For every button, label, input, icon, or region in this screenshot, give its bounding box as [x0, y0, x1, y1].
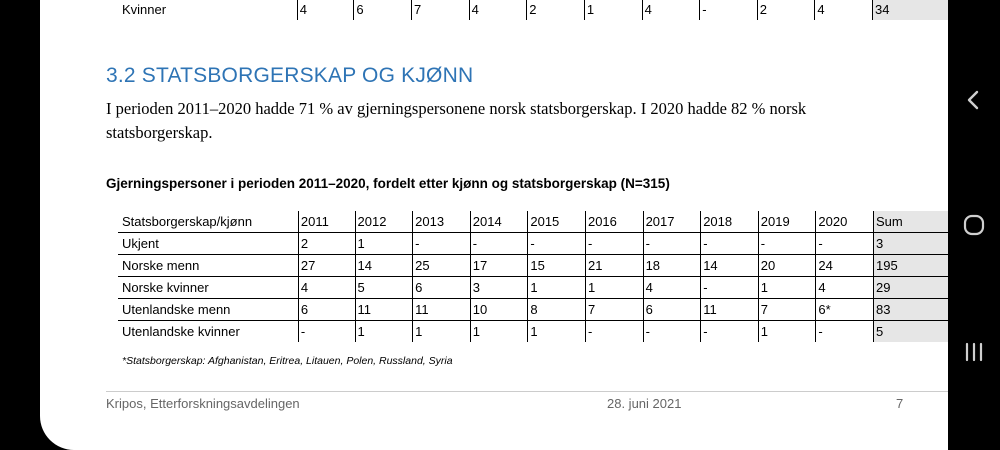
document-page[interactable]: [40, 0, 948, 450]
table-cell: 8: [528, 299, 586, 321]
sum-cell: 3: [874, 233, 948, 255]
table-cell: 6: [298, 299, 355, 321]
table-cell: 5: [355, 277, 413, 299]
row-label-cell: Utenlandske kvinner: [118, 321, 298, 343]
recent-apps-icon: [963, 341, 985, 363]
table-cell: 1: [413, 321, 471, 343]
section-paragraph: I perioden 2011–2020 hadde 71 % av gjerningspersonene norsk statsborgerskap. I 2020 hadde 82 % norsk statsborgerskap.: [106, 99, 807, 142]
table-cell: -: [585, 233, 643, 255]
table-cell: -: [643, 233, 701, 255]
table-cell: 10: [470, 299, 528, 321]
android-nav-bar: [948, 0, 1000, 450]
sum-cell: 195: [874, 255, 948, 277]
home-icon: [962, 213, 986, 237]
table-cell: 17: [470, 255, 528, 277]
table-cell: 11: [701, 299, 759, 321]
row-label-cell: Norske kvinner: [118, 277, 298, 299]
sum-cell: 34: [873, 0, 948, 20]
section-title: STATSBORGERSKAP OG KJØNN: [141, 64, 474, 87]
table-cell: 4: [816, 277, 874, 299]
top-table-fragment: [118, 0, 948, 20]
table-cell: -: [816, 233, 874, 255]
table-cell: 1: [528, 277, 586, 299]
table-cell: 24: [816, 255, 874, 277]
table-cell: 4: [298, 277, 355, 299]
header-cell: 2020: [816, 211, 874, 233]
table-cell: 6: [643, 299, 701, 321]
table-cell: 1: [584, 0, 642, 20]
table-row: [118, 255, 948, 277]
table-footnote: *Statsborgerskap: Afghanistan, Eritrea, Litauen, Polen, Russland, Syria: [122, 355, 453, 367]
table-cell: 7: [412, 0, 470, 20]
table-row: [118, 277, 948, 299]
header-cell: 2018: [701, 211, 759, 233]
recent-apps-button[interactable]: [948, 332, 1000, 372]
table-cell: 4: [643, 277, 701, 299]
table-cell: 27: [298, 255, 355, 277]
data-table: [118, 211, 948, 342]
table-cell: 3: [470, 277, 528, 299]
table-row: [118, 0, 948, 20]
table-cell: 1: [470, 321, 528, 343]
header-cell: 2016: [585, 211, 643, 233]
header-cell: 2014: [470, 211, 528, 233]
table-cell: 1: [585, 277, 643, 299]
header-cell: 2015: [528, 211, 586, 233]
table-cell: 1: [355, 321, 413, 343]
footer-divider: [106, 391, 948, 392]
table-cell: -: [413, 233, 471, 255]
table-row: [118, 233, 948, 255]
table-cell: -: [298, 321, 355, 343]
back-icon: [964, 89, 984, 111]
table-cell: 1: [758, 321, 816, 343]
table-cell: -: [701, 233, 759, 255]
table-cell: -: [643, 321, 701, 343]
table-cell: -: [758, 233, 816, 255]
table-cell: 11: [413, 299, 471, 321]
table-cell: 6*: [816, 299, 874, 321]
table-cell: 14: [701, 255, 759, 277]
table-cell: 2: [298, 233, 355, 255]
table-cell: 25: [413, 255, 471, 277]
row-label-cell: Norske menn: [118, 255, 298, 277]
table-cell: 11: [355, 299, 413, 321]
header-cell: 2012: [355, 211, 413, 233]
row-label-cell: Kvinner: [118, 0, 297, 20]
footer-organization: Kripos, Etterforskningsavdelingen: [106, 396, 300, 411]
table-cell: -: [700, 0, 758, 20]
section-heading: [106, 64, 473, 88]
table-cell: 4: [642, 0, 700, 20]
table-cell: 2: [527, 0, 585, 20]
table-cell: 7: [585, 299, 643, 321]
table-header-row: [118, 211, 948, 233]
table-cell: -: [701, 321, 759, 343]
header-cell: 2013: [413, 211, 471, 233]
sum-cell: 5: [874, 321, 948, 343]
table-cell: 4: [469, 0, 527, 20]
table-cell: 6: [413, 277, 471, 299]
table-cell: 2: [757, 0, 815, 20]
table-cell: -: [701, 277, 759, 299]
table-cell: 1: [758, 277, 816, 299]
table-cell: -: [585, 321, 643, 343]
footer-page-number: 7: [896, 396, 904, 411]
table-cell: 1: [528, 321, 586, 343]
table-cell: 15: [528, 255, 586, 277]
table-cell: 1: [355, 233, 413, 255]
table-cell: 21: [585, 255, 643, 277]
header-label-cell: Statsborgerskap/kjønn: [122, 214, 253, 229]
table-cell: 4: [297, 0, 354, 20]
footer-date: 28. juni 2021: [607, 396, 682, 411]
table-cell: 6: [354, 0, 412, 20]
table-row: [118, 299, 948, 321]
header-cell: 2019: [758, 211, 816, 233]
back-button[interactable]: [948, 80, 1000, 120]
header-cell: 2017: [643, 211, 701, 233]
table-cell: -: [816, 321, 874, 343]
table-cell: -: [528, 233, 586, 255]
section-number: 3.2: [106, 64, 136, 87]
row-label-cell: Ukjent: [118, 233, 298, 255]
table-cell: 18: [643, 255, 701, 277]
table-cell: -: [470, 233, 528, 255]
row-label-cell: Utenlandske menn: [118, 299, 298, 321]
table-cell: 4: [815, 0, 873, 20]
table-cell: 20: [758, 255, 816, 277]
home-button[interactable]: [948, 205, 1000, 245]
table-title: Gjerningspersoner i perioden 2011–2020, fordelt etter kjønn og statsborgerskap (N=315): [106, 176, 670, 191]
table-row: [118, 321, 948, 343]
table-cell: 14: [355, 255, 413, 277]
sum-cell: 83: [874, 299, 948, 321]
table-cell: 7: [758, 299, 816, 321]
sum-cell: 29: [874, 277, 948, 299]
header-cell: 2011: [298, 211, 355, 233]
header-cell: Sum: [874, 211, 948, 233]
